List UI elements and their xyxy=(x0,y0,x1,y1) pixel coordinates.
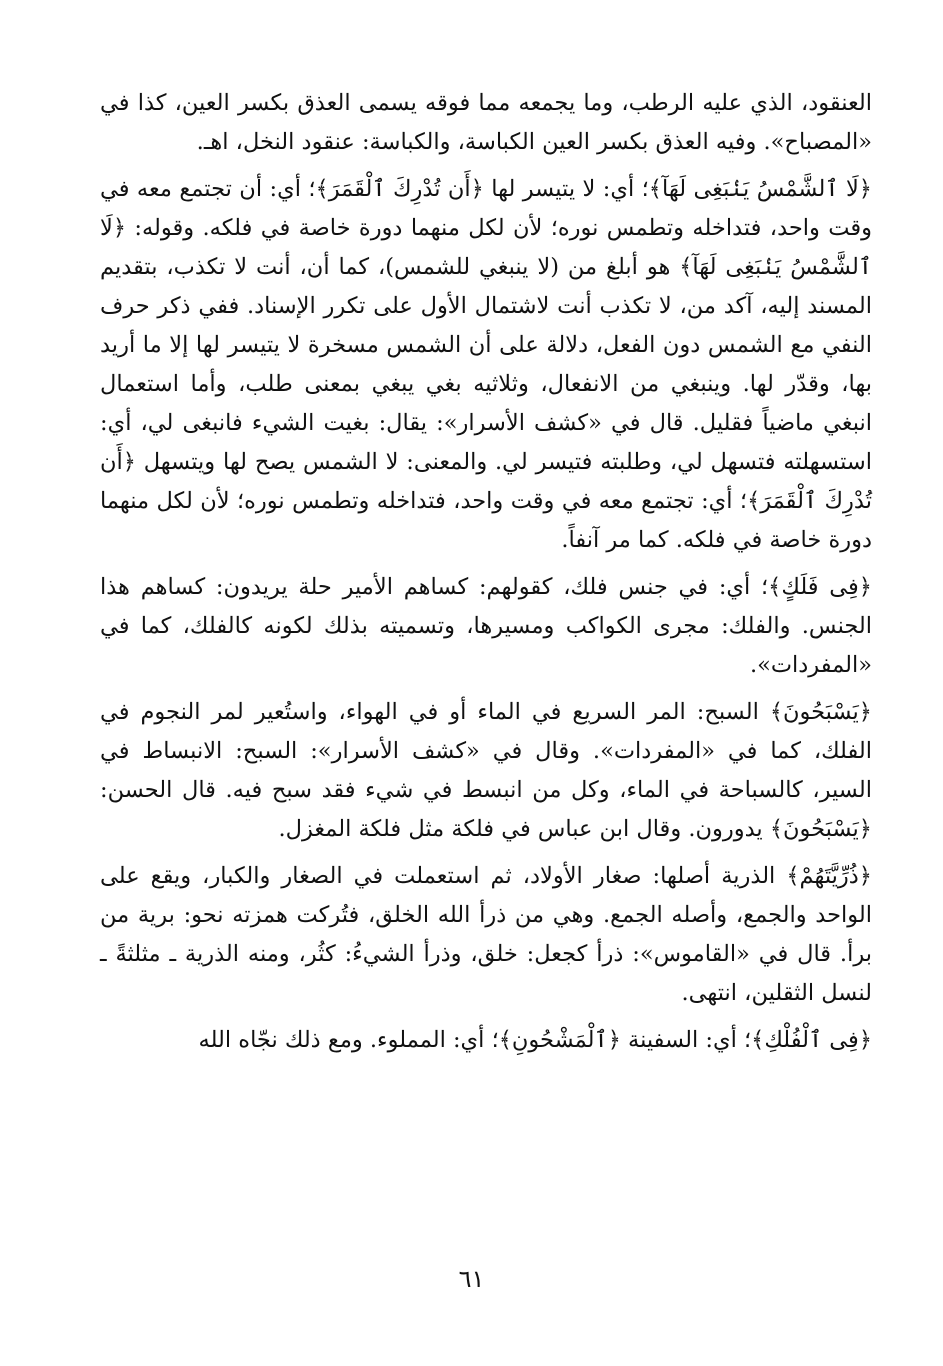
paragraph-4: ﴿يَسْبَحُونَ﴾ السبح: المر السريع في الماء أو في الهواء، واستُعير لمر النجوم في الفلك، كما في «المفردات». وقال في «كشف الأسرار»: السبح: الانبساط في السير، كالسباحة في الماء، وكل من انبسط في شيء فقد سبح فيه. قال الحسن: ﴿يَسْبَحُونَ﴾ يدورون. وقال ابن عباس في فلكة مثل فلكة المغزل. xyxy=(100,699,872,842)
page-number: ٦١ xyxy=(458,1265,485,1293)
paragraph-6: ﴿فِى ٱلْفُلْكِ﴾؛ أي: السفينة ﴿ٱلْمَشْحُونِ﴾؛ أي: المملوء. ومع ذلك نجّاه الله xyxy=(198,1027,872,1053)
paragraph-3: ﴿فِى فَلَكٍ﴾؛ أي: في جنس فلك، كقولهم: كساهم الأمير حلة يريدون: كساهم هذا الجنس. والفلك: مجرى الكواكب ومسيرها، وتسميته بذلك لكونه كالفلك، كما في «المفردات». xyxy=(100,574,872,678)
page-body xyxy=(100,84,872,1060)
paragraph-2: ﴿لَا ٱلشَّمْسُ يَنۢبَغِى لَهَآ﴾؛ أي: لا يتيسر لها ﴿أَن تُدْرِكَ ٱلْقَمَرَ﴾؛ أي: أن تجتمع معه في وقت واحد، فتداخله وتطمس نوره؛ لأن لكل منهما دورة خاصة في فلكه. وقوله: ﴿لَا ٱلشَّمْسُ يَنۢبَغِى لَهَآ﴾ هو أبلغ من (لا ينبغي للشمس)، كما أن، أنت لا تكذب، بتقديم المسند إليه، آكد من، لا تكذب أنت لاشتمال الأول على تكرر الإسناد. ففي ذكر حرف النفي مع الشمس دون الفعل، دلالة على أن الشمس مسخرة لا يتيسر لها إلا ما أريد بها، وقدّر لها. وينبغي من الانفعال، وثلاثيه بغي يبغي بمعنى طلب، وأما استعمال انبغي ماضياً فقليل. قال في «كشف الأسرار»: يقال: بغيت الشيء فانبغى لي، أي: استسهلته فتسهل لي، وطلبته فتيسر لي. والمعنى: لا الشمس يصح لها ويتسهل ﴿أَن تُدْرِكَ ٱلْقَمَرَ﴾؛ أي: تجتمع معه في وقت واحد، فتداخله وتطمس نوره؛ لأن لكل منهما دورة خاصة في فلكه. كما مر آنفاً. xyxy=(100,176,872,553)
paragraph-1: العنقود، الذي عليه الرطب، وما يجمعه مما فوقه يسمى العذق بكسر العين، كذا في «المصباح». وفيه العذق بكسر العين الكباسة، والكباسة: عنقود النخل، اهـ. xyxy=(100,90,872,155)
paragraph-5: ﴿ذُرِّيَّتَهُمْ﴾ الذرية أصلها: صغار الأولاد، ثم استعملت في الصغار والكبار، ويقع على الواحد والجمع، وأصله الجمع. وهي من ذرأ الله الخلق، فتُركت همزته نحو: برية من برأ. قال في «القاموس»: ذرأ كجعل: خلق، وذرأ الشيءُ: كثُر، ومنه الذرية ـ مثلثةً ـ لنسل الثقلين، انتهى. xyxy=(100,863,872,1006)
